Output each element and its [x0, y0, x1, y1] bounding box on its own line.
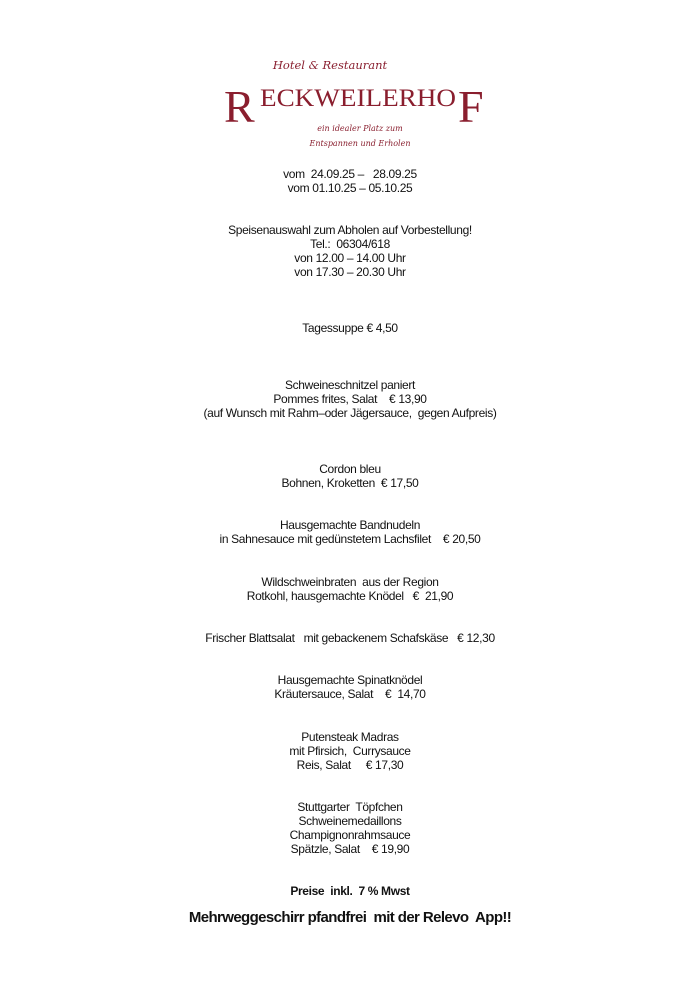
- dish-7-line-3: Reis, Salat € 17,30: [296, 758, 404, 772]
- dish-2-line-1: Cordon bleu: [319, 462, 381, 476]
- dish-6-line-2: Kräutersauce, Salat € 14,70: [274, 687, 426, 701]
- soup-of-the-day: Tagessuppe € 4,50: [302, 321, 398, 335]
- dish-1-line-3: (auf Wunsch mit Rahm–oder Jägersauce, gegen Aufpreis): [203, 406, 497, 420]
- logo-top-line: Hotel & Restaurant: [272, 58, 388, 72]
- date-range-2: vom 01.10.25 – 05.10.25: [287, 181, 413, 195]
- restaurant-logo: [220, 52, 500, 156]
- dish-1-line-2: Pommes frites, Salat € 13,90: [273, 392, 427, 406]
- dish-4-line-2: Rotkohl, hausgemachte Knödel € 21,90: [246, 589, 454, 603]
- logo-name: ECKWEILERHO: [260, 85, 456, 112]
- dish-7-line-2: mit Pfirsich, Currysauce: [289, 744, 411, 758]
- logo-initial-r: R: [224, 81, 255, 132]
- ordering-info: Speisenauswahl zum Abholen auf Vorbestellung!: [228, 223, 472, 237]
- dish-1-line-1: Schweineschnitzel paniert: [285, 378, 415, 392]
- dish-3-line-2: in Sahnesauce mit gedünstetem Lachsfilet € 20,50: [219, 532, 481, 546]
- dish-8-line-1: Stuttgarter Töpfchen: [297, 800, 403, 814]
- pickup-hours-2: von 17.30 – 20.30 Uhr: [294, 265, 406, 279]
- relevo-note: Mehrweggeschirr pfandfrei mit der Relevo App!!: [188, 909, 512, 926]
- logo-final-f: F: [458, 81, 484, 132]
- dish-7-line-1: Putensteak Madras: [301, 730, 399, 744]
- dish-4-line-1: Wildschweinbraten aus der Region: [261, 575, 439, 589]
- pickup-hours-1: von 12.00 – 14.00 Uhr: [294, 251, 406, 265]
- dish-8-line-3: Champignonrahmsauce: [289, 828, 411, 842]
- logo-tagline-2: Entspannen und Erholen: [309, 139, 411, 148]
- dish-5-line-1: Frischer Blattsalat mit gebackenem Schafskäse € 12,30: [205, 631, 495, 645]
- dish-8-line-2: Schweinemedaillons: [298, 814, 402, 828]
- dish-3-line-1: Hausgemachte Bandnudeln: [279, 518, 421, 532]
- vat-note: Preise inkl. 7 % Mwst: [290, 884, 410, 898]
- date-range-1: vom 24.09.25 – 28.09.25: [283, 167, 417, 181]
- dish-2-line-2: Bohnen, Kroketten € 17,50: [281, 476, 419, 490]
- dish-8-line-4: Spätzle, Salat € 19,90: [290, 842, 410, 856]
- phone-number: Tel.: 06304/618: [310, 237, 390, 251]
- dish-6-line-1: Hausgemachte Spinatknödel: [277, 673, 423, 687]
- logo-tagline-1: ein idealer Platz zum: [317, 124, 403, 133]
